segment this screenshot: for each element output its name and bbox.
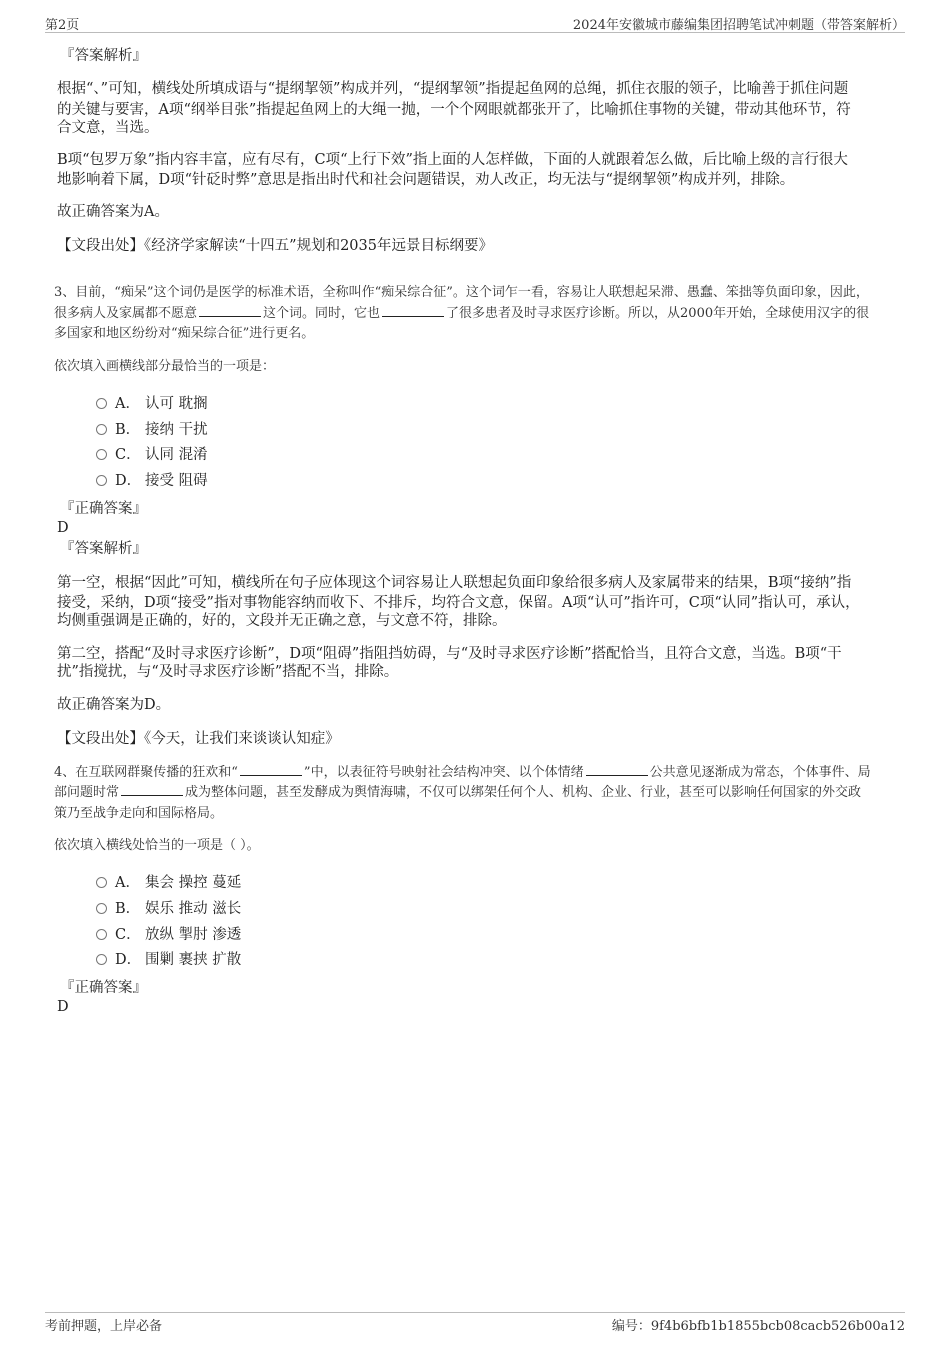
- option-letter: D．: [115, 473, 142, 489]
- radio-icon[interactable]: [96, 929, 107, 940]
- q4-answer: D: [57, 999, 69, 1015]
- q2-analysis-label: 『答案解析』: [60, 48, 147, 64]
- q3-analysis-label: 『答案解析』: [60, 541, 147, 557]
- q4-stem-text: 部问题时常: [54, 785, 120, 800]
- q4-stem-text: 成为整体问题，甚至发酵成为舆情海啸，不仅可以绑架任何个人、机构、企业、行业，甚至可以影响任何国家的外交政: [185, 785, 862, 800]
- q4-stem-text: 4、在互联网群聚传播的狂欢和“: [54, 765, 238, 780]
- q2-analysis-p2-line1: B项“包罗万象”指内容丰富，应有尽有，C项“上行下效”指上面的人怎样做，下面的人就跟着怎么做，后比喻上级的言行很大: [57, 152, 848, 168]
- radio-icon[interactable]: [96, 475, 107, 486]
- q3-stem-line1: 3、目前，“痴呆”这个词仍是医学的标准术语，全称叫作“痴呆综合征”。这个词乍一看，容易让人联想起呆滞、愚蠢、笨拙等负面印象，因此，: [54, 285, 869, 300]
- blank-line: [240, 763, 302, 776]
- q3-stem-line2: [54, 303, 869, 325]
- blank-line: [199, 304, 261, 317]
- option-text: 放纵 掣肘 渗透: [145, 927, 242, 943]
- q2-analysis-p2-line2: 地影响着下属，D项“针砭时弊”意思是指出时代和社会问题错误，劝人改正，均无法与“提纲挈领”构成并列，排除。: [57, 172, 795, 188]
- q3-stem-text: 了很多患者及时寻求医疗诊断。所以，从2000年开始，全球使用汉字的很: [446, 306, 870, 321]
- q2-analysis-p1-line1: 根据“、”可知，横线处所填成语与“提纲挈领”构成并列，“提纲挈领”指提起鱼网的总绳，抓住衣服的领子，比喻善于抓住问题: [57, 81, 849, 97]
- q4-option-a[interactable]: [96, 873, 241, 893]
- q2-analysis-p1-line3: 合文意，当选。: [57, 120, 159, 136]
- q3-answer-label: 『正确答案』: [60, 501, 147, 517]
- option-letter: D．: [115, 952, 142, 968]
- q3-conclusion: 故正确答案为D。: [57, 697, 171, 713]
- q3-analysis-a1-line3: 均侧重强调是正确的，好的，文段并无正确之意，与文意不符，排除。: [57, 613, 507, 629]
- page-footer: [45, 1312, 905, 1333]
- q3-option-d[interactable]: [96, 471, 208, 491]
- option-letter: C．: [115, 447, 141, 463]
- q3-analysis-a1-line2: 接受，采纳，D项“接受”指对事物能容纳而收下、不排斥，均符合文意，保留。A项“认可”指许可，C项“认同”指认可，承认，: [57, 595, 860, 611]
- q3-option-c[interactable]: [96, 445, 208, 465]
- document-title: 2024年安徽城市藤编集团招聘笔试冲刺题（带答案解析）: [572, 18, 905, 33]
- q4-prompt: 依次填入横线处恰当的一项是（ ）。: [54, 838, 260, 853]
- q4-option-c[interactable]: [96, 925, 241, 945]
- q3-stem-text: 很多病人及家属都不愿意: [54, 306, 198, 321]
- q4-option-b[interactable]: [96, 899, 241, 919]
- option-text: 娱乐 推动 滋长: [145, 901, 242, 917]
- radio-icon[interactable]: [96, 449, 107, 460]
- q4-answer-label: 『正确答案』: [60, 980, 147, 996]
- q2-analysis-p1-line2: 的关键与要害，A项“纲举目张”指提起鱼网上的大绳一抛，一个个网眼就都张开了，比喻抓住事物的关键，带动其他环节，符: [57, 102, 851, 118]
- option-letter: B．: [115, 901, 141, 917]
- radio-icon[interactable]: [96, 903, 107, 914]
- q4-stem-line2: [54, 782, 861, 804]
- option-text: 围剿 裹挟 扩散: [145, 952, 242, 968]
- option-text: 集会 操控 蔓延: [145, 875, 242, 891]
- option-text: 接受 阻碍: [145, 473, 208, 489]
- footer-slogan: 考前押题，上岸必备: [45, 1319, 163, 1334]
- q3-option-a[interactable]: [96, 394, 208, 414]
- q4-stem-text: 公共意见逐渐成为常态，个体事件、局: [649, 765, 871, 780]
- option-text: 认同 混淆: [145, 447, 208, 463]
- blank-line: [586, 763, 648, 776]
- q3-stem-line3: 多国家和地区纷纷对“痴呆综合征”进行更名。: [54, 326, 315, 341]
- option-text: 接纳 干扰: [145, 422, 208, 438]
- q3-source: 【文段出处】《今天，让我们来谈谈认知症》: [57, 731, 340, 747]
- q2-conclusion: 故正确答案为A。: [57, 204, 169, 220]
- blank-line: [121, 783, 183, 796]
- option-letter: C．: [115, 927, 141, 943]
- option-letter: A．: [115, 396, 140, 412]
- q3-answer: D: [57, 520, 69, 536]
- q4-stem-line1: [54, 762, 871, 784]
- q3-prompt: 依次填入画横线部分最恰当的一项是：: [54, 359, 276, 374]
- q3-analysis-a2-line2: 扰”指搅扰，与“及时寻求医疗诊断”搭配不当，排除。: [57, 664, 399, 680]
- radio-icon[interactable]: [96, 424, 107, 435]
- q2-source: 【文段出处】《经济学家解读“十四五”规划和2035年远景目标纲要》: [57, 238, 493, 254]
- option-letter: A．: [115, 875, 140, 891]
- option-letter: B．: [115, 422, 141, 438]
- radio-icon[interactable]: [96, 877, 107, 888]
- option-text: 认可 耽搁: [145, 396, 208, 412]
- q3-stem-text: 这个词。同时，它也: [263, 306, 381, 321]
- radio-icon[interactable]: [96, 398, 107, 409]
- q3-option-b[interactable]: [96, 420, 208, 440]
- q4-stem-line3: 策乃至战争走向和国际格局。: [54, 806, 224, 821]
- q3-analysis-a1-line1: 第一空，根据“因此”可知，横线所在句子应体现这个词容易让人联想起负面印象给很多病人及家属带来的结果，B项“接纳”指: [57, 575, 852, 591]
- document-id: 编号：9f4b6bfb1b1855bcb08cacb526b00a12: [611, 1319, 905, 1334]
- q4-stem-text: ”中，以表征符号映射社会结构冲突、以个体情绪: [303, 765, 584, 780]
- q3-analysis-a2-line1: 第二空，搭配“及时寻求医疗诊断”，D项“阻碍”指阻挡妨碍，与“及时寻求医疗诊断”搭配恰当，且符合文意，当选。B项“干: [57, 646, 842, 662]
- radio-icon[interactable]: [96, 954, 107, 965]
- blank-line: [382, 304, 444, 317]
- page-header: [45, 14, 905, 33]
- page-number: 第2页: [45, 18, 80, 33]
- q4-option-d[interactable]: [96, 950, 241, 970]
